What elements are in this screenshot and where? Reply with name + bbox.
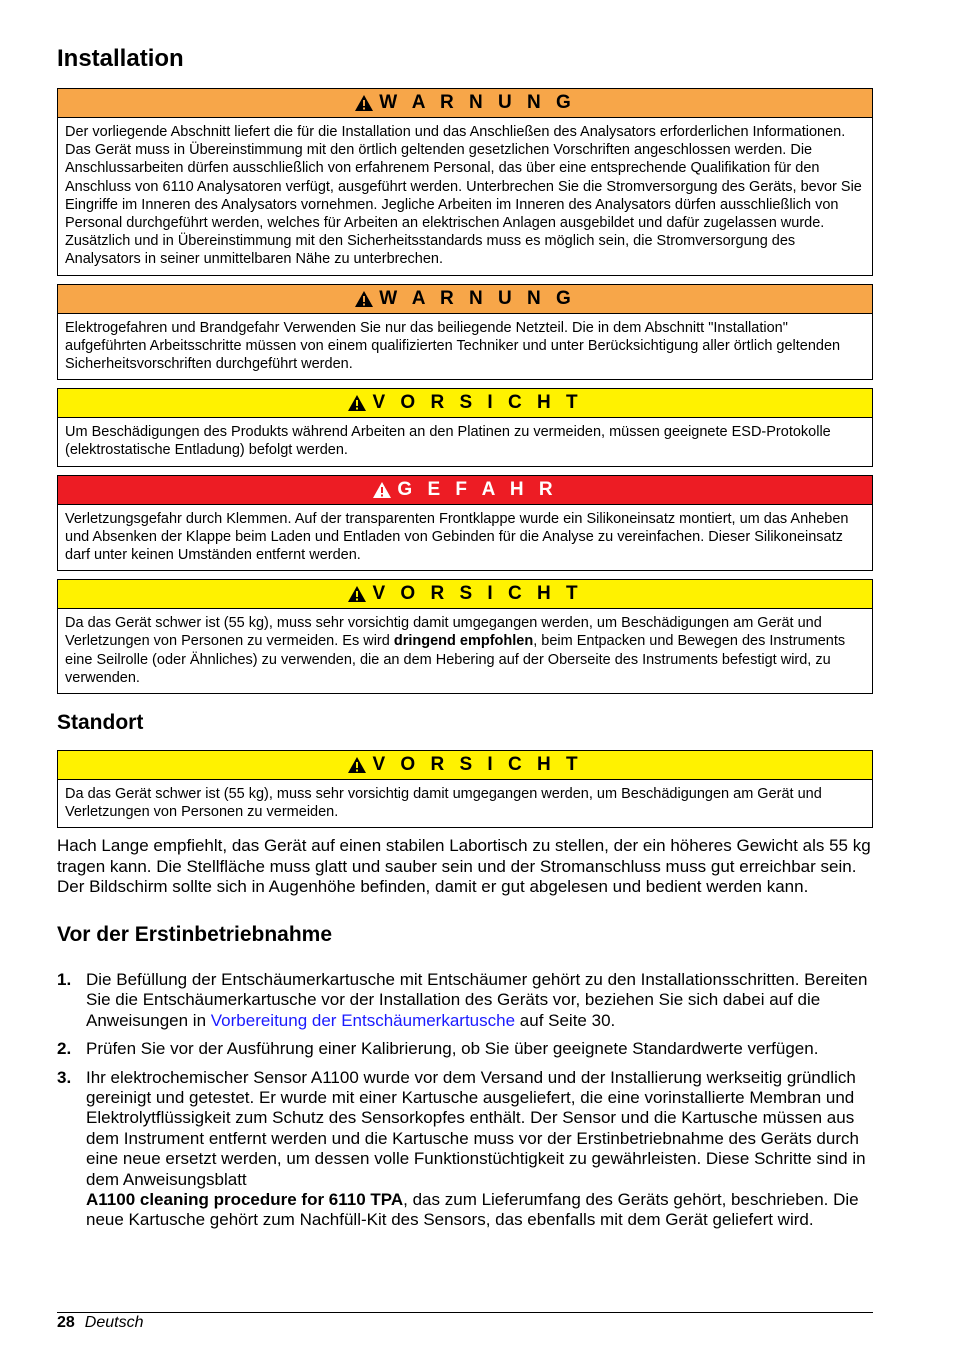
list-item	[57, 1068, 873, 1231]
page-number: 28	[57, 1314, 75, 1331]
warning-triangle-icon	[354, 94, 374, 112]
warning-triangle-icon	[347, 756, 367, 774]
standort-paragraph: Hach Lange empfiehlt, das Gerät auf einen stabilen Labortisch zu stellen, der ein höheres Gewicht als 55 kg tragen kann. Die Stellfläche muss glatt und sauber sein und der Stromanschluss muss gut erreichbar sein. Der Bildschirm sollte sich in Augenhöhe befinden, damit er gut abgelesen und bedient werden kann.	[57, 836, 871, 897]
page-title: Installation	[57, 45, 184, 72]
danger-label: G E F A H R	[397, 478, 558, 500]
caution-text-part: Da das Gerät schwer ist (55 kg), muss sehr vorsichtig damit umgegangen werden, um Beschädigungen am Gerät und Verletzungen von Personen zu vermeiden. Es wird	[65, 615, 822, 650]
warning-triangle-icon	[347, 394, 367, 412]
danger-box	[57, 475, 873, 572]
section-heading-standort: Standort	[57, 711, 144, 735]
warning-text: Der vorliegende Abschnitt liefert die für die Installation und das Anschließen des Analysators erforderlichen Informationen. Das Gerät muss in Übereinstimmung mit den örtlich geltenden gesetzlichen Vorschriften angeschlossen werden. Die Anschlussarbeiten dürfen ausschließlich von erfahrenem Personal, das über eine entsprechende Qualifikation für den Anschluss von 6110 Analysatoren verfügt, ausgeführt werden. Unterbrechen Sie die Stromversorgung des Geräts, bevor Sie Eingriffe im Inneren des Analysators vornehmen. Jegliche Arbeiten im Inneren des Analysators dürfen ausschließlich von Personal durchgeführt werden, welches für Arbeiten an elektrischen Anlagen ausgebildet und dafür zugelassen wurde. Zusätzlich und in Übereinstimmung mit den Sicherheitsstandards muss es möglich sein, die Stromversorgung des Analysators in seiner unmittelbaren Nähe zu unterbrechen.	[65, 124, 862, 268]
warning-label: W A R N U N G	[379, 287, 576, 309]
step-number: 2.	[57, 1039, 72, 1059]
caution-label: V O R S I C H T	[372, 754, 583, 776]
page-content	[57, 44, 873, 1239]
caution-text: Um Beschädigungen des Produkts während Arbeiten an den Platinen zu vermeiden, müssen geeignete ESD-Protokolle (elektrostatische Entladung) befolgt werden.	[65, 424, 831, 459]
caution-label: V O R S I C H T	[372, 392, 583, 414]
caution-text-part: , beim Entpacken und Bewegen des Instruments eine Seilrolle (oder Ähnliches) zu verwenden, die an dem Hebering auf der Oberseite des Instruments befestigt wird, zu verwenden.	[65, 633, 846, 686]
caution-label: V O R S I C H T	[372, 583, 583, 605]
step-text: Ihr elektrochemischer Sensor A1100 wurde vor dem Versand und der Installierung werkseitig gründlich gereinigt und getestet. Er wurde mit einer Kartusche ausgeliefert, die eine vorinstallierte Membran und Elektrolytflüssigkeit zum Schutz des Sensorkopfes enthält. Der Sensor und die Kartusche müssen aus dem Instrument entfernt werden und die Kartusche muss vor der Erstinbetriebnahme des Geräts durch eine neue ersetzt werden, um dessen volle Funktionstüchtigkeit zu gewährleisten. Diese Schritte sind in dem Anweisungsblatt	[86, 1067, 866, 1189]
caution-box	[57, 750, 873, 828]
step-text: Prüfen Sie vor der Ausführung einer Kalibrierung, ob Sie über geeignete Standardwerte verfügen.	[86, 1039, 819, 1059]
step-text: , das zum Lieferumfang des Geräts gehört, beschrieben. Die neue Kartusche gehört zum Nachfüll-Kit des Sensors, das ebenfalls mit dem Gerät geliefert wird.	[86, 1190, 859, 1230]
cross-reference-link[interactable]: Vorbereitung der Entschäumerkartusche	[210, 1010, 516, 1030]
caution-text: Da das Gerät schwer ist (55 kg), muss sehr vorsichtig damit umgegangen werden, um Beschädigungen am Gerät und Verletzungen von Personen zu vermeiden.	[65, 786, 822, 821]
caution-box	[57, 388, 873, 466]
list-item	[57, 1039, 873, 1059]
warning-box	[57, 284, 873, 381]
caution-header	[58, 389, 872, 418]
document-reference: A1100 cleaning procedure for 6110 TPA	[86, 1190, 404, 1210]
footer-language: Deutsch	[84, 1314, 144, 1331]
warning-triangle-icon	[372, 481, 392, 499]
step-number: 1.	[57, 969, 72, 989]
list-item	[57, 970, 873, 1031]
section-heading-vor-der-erstinbetriebnahme: Vor der Erstinbetriebnahme	[57, 922, 333, 946]
step-text: Die Befüllung der Entschäumerkartusche mit Entschäumer gehört zu den Installationsschritten. Bereiten Sie die Entschäumerkartusche vor der Installation des Geräts vor, beziehen Sie sich dabei auf die Anweisungen in	[86, 969, 868, 1030]
caution-box	[57, 579, 873, 694]
warning-triangle-icon	[347, 585, 367, 603]
caution-text-bold: dringend empfohlen	[393, 633, 534, 650]
page-footer	[57, 1312, 873, 1332]
warning-text: Elektrogefahren und Brandgefahr Verwenden Sie nur das beiliegende Netzteil. Die in dem Abschnitt "Installation" aufgeführten Arbeitsschritte müssen von einem qualifizierten Techniker und unter Berücksichtigung aller örtlich geltenden Sicherheitsvorschriften durchgeführt werden.	[65, 319, 841, 373]
step-number: 3.	[57, 1067, 72, 1087]
warning-triangle-icon	[354, 290, 374, 308]
warning-box	[57, 88, 873, 276]
step-text: auf Seite 30.	[515, 1010, 616, 1030]
danger-text: Verletzungsgefahr durch Klemmen. Auf der transparenten Frontklappe wurde ein Silikoneinsatz montiert, um das Anheben und Absenken der Klappe beim Laden und Entladen von Gebinden für die Analyse zu vereinfachen. Dieser Silikoneinsatz darf unter keinen Umständen entfernt werden.	[65, 510, 849, 564]
caution-text	[58, 609, 872, 693]
danger-header	[58, 476, 872, 505]
step-list	[57, 970, 873, 1231]
warning-label: W A R N U N G	[379, 92, 576, 113]
caution-header	[58, 751, 872, 780]
warning-header	[58, 285, 872, 314]
caution-header	[58, 580, 872, 609]
warning-header	[58, 89, 872, 118]
